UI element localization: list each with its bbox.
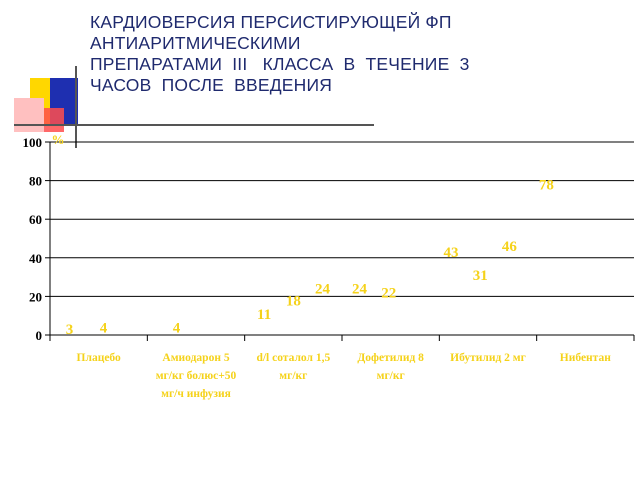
category-label-1-0: Амиодарон 5 bbox=[162, 352, 230, 364]
data-label-2: 4 bbox=[172, 320, 181, 337]
data-label-10: 46 bbox=[501, 239, 517, 256]
data-label-3: 11 bbox=[257, 306, 272, 323]
category-label-0-0: Плацебо bbox=[76, 352, 121, 364]
data-label-11: 78 bbox=[538, 177, 554, 194]
category-label-1-2: мг/ч инфузия bbox=[161, 388, 231, 400]
y-tick-label-80: 80 bbox=[29, 173, 42, 189]
data-label-1: 4 bbox=[99, 320, 108, 337]
category-label-4-0: Ибутилид 2 мг bbox=[450, 352, 526, 364]
category-label-3-1: мг/кг bbox=[376, 370, 405, 382]
y-tick-label-60: 60 bbox=[29, 212, 42, 228]
data-label-9: 31 bbox=[472, 268, 488, 285]
y-tick-label-40: 40 bbox=[29, 250, 42, 266]
data-label-5: 24 bbox=[315, 281, 331, 298]
category-label-5-0: Нибентан bbox=[559, 352, 611, 364]
data-label-6: 24 bbox=[352, 281, 368, 298]
data-label-7: 22 bbox=[381, 285, 397, 302]
category-label-2-1: мг/кг bbox=[279, 370, 308, 382]
category-label-2-0: d/l соталол 1,5 bbox=[256, 352, 331, 364]
category-label-1-1: мг/кг болюс+50 bbox=[155, 370, 237, 382]
data-label-4: 18 bbox=[285, 293, 301, 310]
title-line-4: ЧАСОВ ПОСЛЕ ВВЕДЕНИЯ bbox=[90, 75, 333, 95]
category-label-3-0: Дофетилид 8 bbox=[357, 352, 424, 364]
data-label-8: 43 bbox=[443, 245, 459, 262]
title-line-3: ПРЕПАРАТАМИ III КЛАССА В ТЕЧЕНИЕ 3 bbox=[90, 54, 470, 74]
y-tick-label-100: 100 bbox=[22, 135, 42, 150]
title-line-1: КАРДИОВЕРСИЯ ПЕРСИСТИРУЮЩЕЙ ФП bbox=[90, 12, 452, 32]
title-line-2: АНТИАРИТМИЧЕСКИМИ bbox=[90, 33, 301, 53]
y-axis-label: % bbox=[51, 132, 65, 147]
y-tick-label-20: 20 bbox=[29, 289, 42, 305]
y-tick-label-0: 0 bbox=[35, 328, 42, 343]
data-label-0: 3 bbox=[65, 322, 74, 339]
